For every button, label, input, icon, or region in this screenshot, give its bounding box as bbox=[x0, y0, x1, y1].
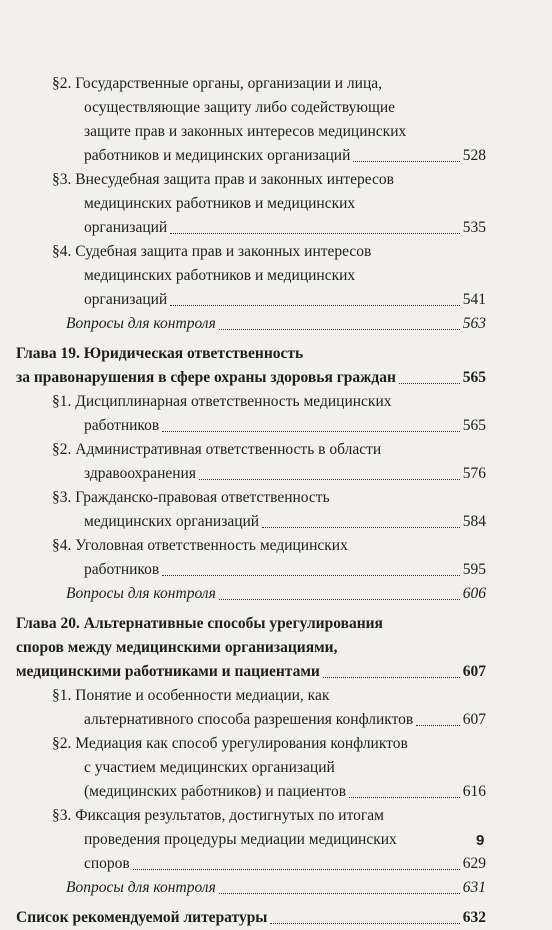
toc-text: Глава 19. Юридическая ответственность bbox=[16, 345, 304, 362]
toc-page-number: 606 bbox=[462, 585, 486, 602]
toc-line bbox=[84, 756, 486, 780]
toc-text: §2. Административная ответственность в области bbox=[52, 441, 382, 458]
toc-line bbox=[84, 264, 486, 288]
toc-text: работников и медицинских организаций bbox=[84, 147, 351, 164]
toc-text: проведения процедуры медиации медицинских bbox=[84, 831, 397, 848]
toc-section[interactable] bbox=[34, 534, 486, 582]
toc-line bbox=[84, 510, 486, 534]
toc-section[interactable] bbox=[34, 684, 486, 732]
toc-line bbox=[52, 732, 486, 756]
toc-page-number: 528 bbox=[462, 147, 486, 164]
toc-line bbox=[52, 168, 486, 192]
toc-text: §3. Внесудебная защита прав и законных интересов bbox=[52, 171, 394, 188]
toc-text: §4. Уголовная ответственность медицинских bbox=[52, 537, 348, 554]
toc-section[interactable] bbox=[34, 438, 486, 486]
dot-leader bbox=[270, 923, 459, 924]
toc-line bbox=[84, 96, 486, 120]
toc-page-number: 535 bbox=[462, 219, 486, 236]
toc-line bbox=[16, 636, 486, 660]
toc-line bbox=[66, 582, 486, 606]
dot-leader bbox=[349, 797, 460, 798]
toc-text: Вопросы для контроля bbox=[66, 879, 216, 896]
toc-text: здравоохранения bbox=[84, 465, 196, 482]
toc-section[interactable] bbox=[34, 168, 486, 240]
dot-leader bbox=[219, 329, 460, 330]
toc-line bbox=[84, 144, 486, 168]
toc-text: §2. Медиация как способ урегулирования конфликтов bbox=[52, 735, 408, 752]
toc-page-number: 584 bbox=[462, 513, 486, 530]
toc-line bbox=[66, 312, 486, 336]
toc-text: Глава 20. Альтернативные способы урегулирования bbox=[16, 615, 383, 632]
toc-line bbox=[16, 660, 486, 684]
toc-section[interactable] bbox=[34, 72, 486, 168]
toc-text: Вопросы для контроля bbox=[66, 315, 216, 332]
toc-questions[interactable] bbox=[16, 876, 486, 900]
toc-text: Список рекомендуемой литературы bbox=[16, 909, 268, 926]
toc-line bbox=[16, 342, 486, 366]
toc-section[interactable] bbox=[34, 240, 486, 312]
dot-leader bbox=[170, 305, 460, 306]
toc-questions[interactable] bbox=[16, 312, 486, 336]
toc-page-number: 595 bbox=[462, 561, 486, 578]
toc-text: §3. Фиксация результатов, достигнутых по итогам bbox=[52, 807, 384, 824]
toc-text: медицинских организаций bbox=[84, 513, 260, 530]
toc-text: защите прав и законных интересов медицинских bbox=[84, 123, 407, 140]
toc-line bbox=[16, 366, 486, 390]
dot-leader bbox=[399, 383, 460, 384]
toc-line bbox=[84, 288, 486, 312]
toc-line bbox=[52, 72, 486, 96]
toc-line bbox=[84, 192, 486, 216]
toc-text: альтернативного способа разрешения конфликтов bbox=[84, 711, 414, 728]
toc-chapter[interactable] bbox=[16, 906, 486, 930]
toc-page-number: 607 bbox=[462, 663, 486, 680]
dot-leader bbox=[219, 893, 460, 894]
toc-page-number: 616 bbox=[462, 783, 486, 800]
dot-leader bbox=[262, 527, 460, 528]
toc-page-number: 607 bbox=[462, 711, 486, 728]
toc-section[interactable] bbox=[34, 486, 486, 534]
toc-text: Вопросы для контроля bbox=[66, 585, 216, 602]
toc-page-number: 565 bbox=[462, 369, 486, 386]
toc-page-number: 541 bbox=[462, 291, 486, 308]
toc-line bbox=[52, 684, 486, 708]
dot-leader bbox=[219, 599, 460, 600]
toc-text: за правонарушения в сфере охраны здоровья граждан bbox=[16, 369, 396, 386]
toc-line bbox=[52, 486, 486, 510]
toc-line bbox=[84, 462, 486, 486]
dot-leader bbox=[323, 677, 460, 678]
toc-line bbox=[16, 906, 486, 930]
toc-text: с участием медицинских организаций bbox=[84, 759, 335, 776]
toc-text: споров bbox=[84, 855, 130, 872]
dot-leader bbox=[170, 233, 460, 234]
toc-line bbox=[84, 708, 486, 732]
toc-line bbox=[84, 852, 486, 876]
dot-leader bbox=[416, 725, 460, 726]
toc-line bbox=[52, 240, 486, 264]
toc-line bbox=[84, 780, 486, 804]
toc-section[interactable] bbox=[34, 804, 486, 876]
toc-line bbox=[52, 438, 486, 462]
toc-text: §2. Государственные органы, организации и лица, bbox=[52, 75, 383, 92]
toc-chapter[interactable] bbox=[16, 612, 486, 684]
toc-text: организаций bbox=[84, 219, 168, 236]
toc-line bbox=[66, 876, 486, 900]
toc-text: работников bbox=[84, 561, 160, 578]
toc-text: §4. Судебная защита прав и законных интересов bbox=[52, 243, 372, 260]
dot-leader bbox=[162, 431, 460, 432]
page-number: 9 bbox=[476, 832, 485, 849]
dot-leader bbox=[353, 161, 459, 162]
dot-leader bbox=[199, 479, 460, 480]
toc-questions[interactable] bbox=[16, 582, 486, 606]
dot-leader bbox=[133, 869, 460, 870]
toc-line bbox=[52, 390, 486, 414]
toc-line bbox=[84, 558, 486, 582]
toc-page-number: 631 bbox=[462, 879, 486, 896]
toc-text: §1. Понятие и особенности медиации, как bbox=[52, 687, 330, 704]
toc-section[interactable] bbox=[34, 732, 486, 804]
toc-section[interactable] bbox=[34, 390, 486, 438]
toc-text: работников bbox=[84, 417, 160, 434]
toc-text: медицинских работников и медицинских bbox=[84, 267, 356, 284]
toc-chapter[interactable] bbox=[16, 342, 486, 390]
toc-line bbox=[52, 804, 486, 828]
table-of-contents bbox=[16, 72, 486, 930]
toc-line bbox=[16, 612, 486, 636]
toc-page-number: 632 bbox=[462, 909, 486, 926]
toc-line bbox=[52, 534, 486, 558]
toc-line bbox=[84, 828, 486, 852]
toc-line bbox=[84, 216, 486, 240]
toc-text: споров между медицинскими организациями, bbox=[16, 639, 338, 656]
toc-line bbox=[84, 120, 486, 144]
toc-page-number: 565 bbox=[462, 417, 486, 434]
toc-text: (медицинских работников) и пациентов bbox=[84, 783, 347, 800]
dot-leader bbox=[162, 575, 460, 576]
toc-text: медицинскими работниками и пациентами bbox=[16, 663, 320, 680]
toc-text: медицинских работников и медицинских bbox=[84, 195, 356, 212]
toc-text: §1. Дисциплинарная ответственность медицинских bbox=[52, 393, 392, 410]
toc-page-number: 576 bbox=[462, 465, 486, 482]
toc-line bbox=[84, 414, 486, 438]
toc-page-number: 629 bbox=[462, 855, 486, 872]
toc-text: осуществляющие защиту либо содействующие bbox=[84, 99, 396, 116]
toc-text: организаций bbox=[84, 291, 168, 308]
toc-page-number: 563 bbox=[462, 315, 486, 332]
toc-text: §3. Гражданско-правовая ответственность bbox=[52, 489, 330, 506]
